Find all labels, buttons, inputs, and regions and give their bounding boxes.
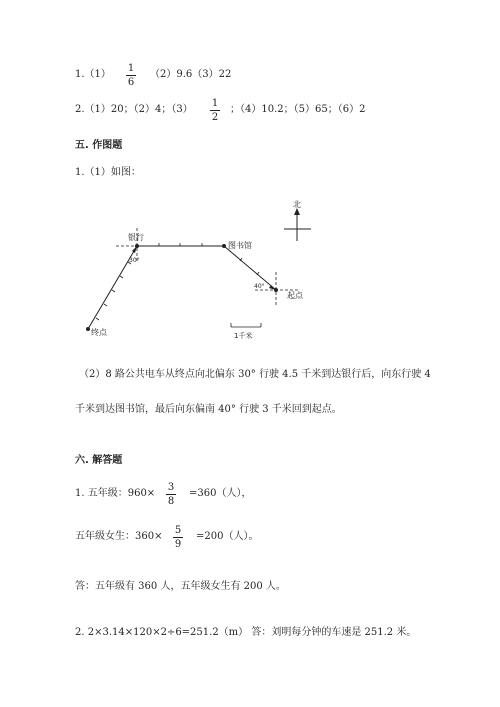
- section-6-title: 六. 解答题: [75, 455, 123, 466]
- section-5-q2-line-2: 千米到达图书馆，最后向东偏南 40° 行驶 3 千米回到起点。: [75, 404, 342, 415]
- fraction-denominator: 2: [211, 112, 219, 123]
- route-library-to-start: [224, 246, 276, 290]
- section-5-q1-label: 1.（1）如图：: [75, 167, 141, 178]
- scale-label: 1千米: [234, 332, 253, 340]
- fraction-numerator: 1: [127, 63, 135, 74]
- end-point: [86, 327, 90, 331]
- answer-line-2-part-b: ；（4）10.2；（5）65；（6）2: [230, 104, 366, 115]
- section-5-q2-line-1: （2）8 路公共电车从终点向北偏东 30° 行驶 4.5 千米到达银行后，向东行驶 4: [79, 369, 431, 380]
- end-label: 终点: [91, 328, 107, 337]
- section-6-line-1-part-a: 1. 五年级：960×: [75, 488, 156, 499]
- fraction-numerator: 3: [167, 482, 175, 493]
- answer-line-2-part-a: 2.（1）20；（2）4；（3）: [75, 104, 193, 115]
- start-label: 起点: [287, 291, 303, 300]
- north-label: 北: [293, 200, 301, 209]
- fraction-bar: [166, 494, 176, 495]
- section-6-line-1-part-b: =360（人），: [189, 488, 252, 499]
- start-angle-label: 40°: [254, 283, 265, 290]
- fraction-denominator: 9: [174, 539, 182, 550]
- fraction-3-8: [164, 482, 178, 507]
- section-5-title: 五. 作图题: [75, 140, 123, 151]
- answer-line-1-part-a: 1.（1）: [75, 69, 111, 80]
- section-6-line-2-part-a: 五年级女生：360×: [75, 531, 163, 542]
- section-6-answer-1: 答：五年级有 360 人，五年级女生有 200 人。: [75, 581, 286, 592]
- fraction-denominator: 8: [167, 496, 175, 507]
- north-arrow-icon: [294, 208, 300, 215]
- fraction-bar: [173, 537, 183, 538]
- answer-line-1-part-b: （2）9.6（3）22: [150, 69, 232, 80]
- bank-label: 银行: [128, 233, 144, 242]
- bank-point: [135, 244, 139, 248]
- library-label: 图书馆: [228, 241, 252, 250]
- fraction-numerator: 5: [174, 525, 182, 536]
- start-point: [274, 288, 278, 292]
- library-point: [222, 244, 226, 248]
- fraction-numerator: 1: [211, 98, 219, 109]
- section-6-line-4: 2. 2×3.14×120×2÷6=251.2（m） 答：刘明每分钟的车速是 251.2 米。: [75, 627, 417, 638]
- fraction-5-9: [171, 525, 185, 550]
- fraction-denominator: 6: [127, 77, 135, 88]
- bank-angle-label: 30°: [129, 257, 140, 264]
- section-6-line-2-part-b: =200（人）。: [196, 531, 259, 542]
